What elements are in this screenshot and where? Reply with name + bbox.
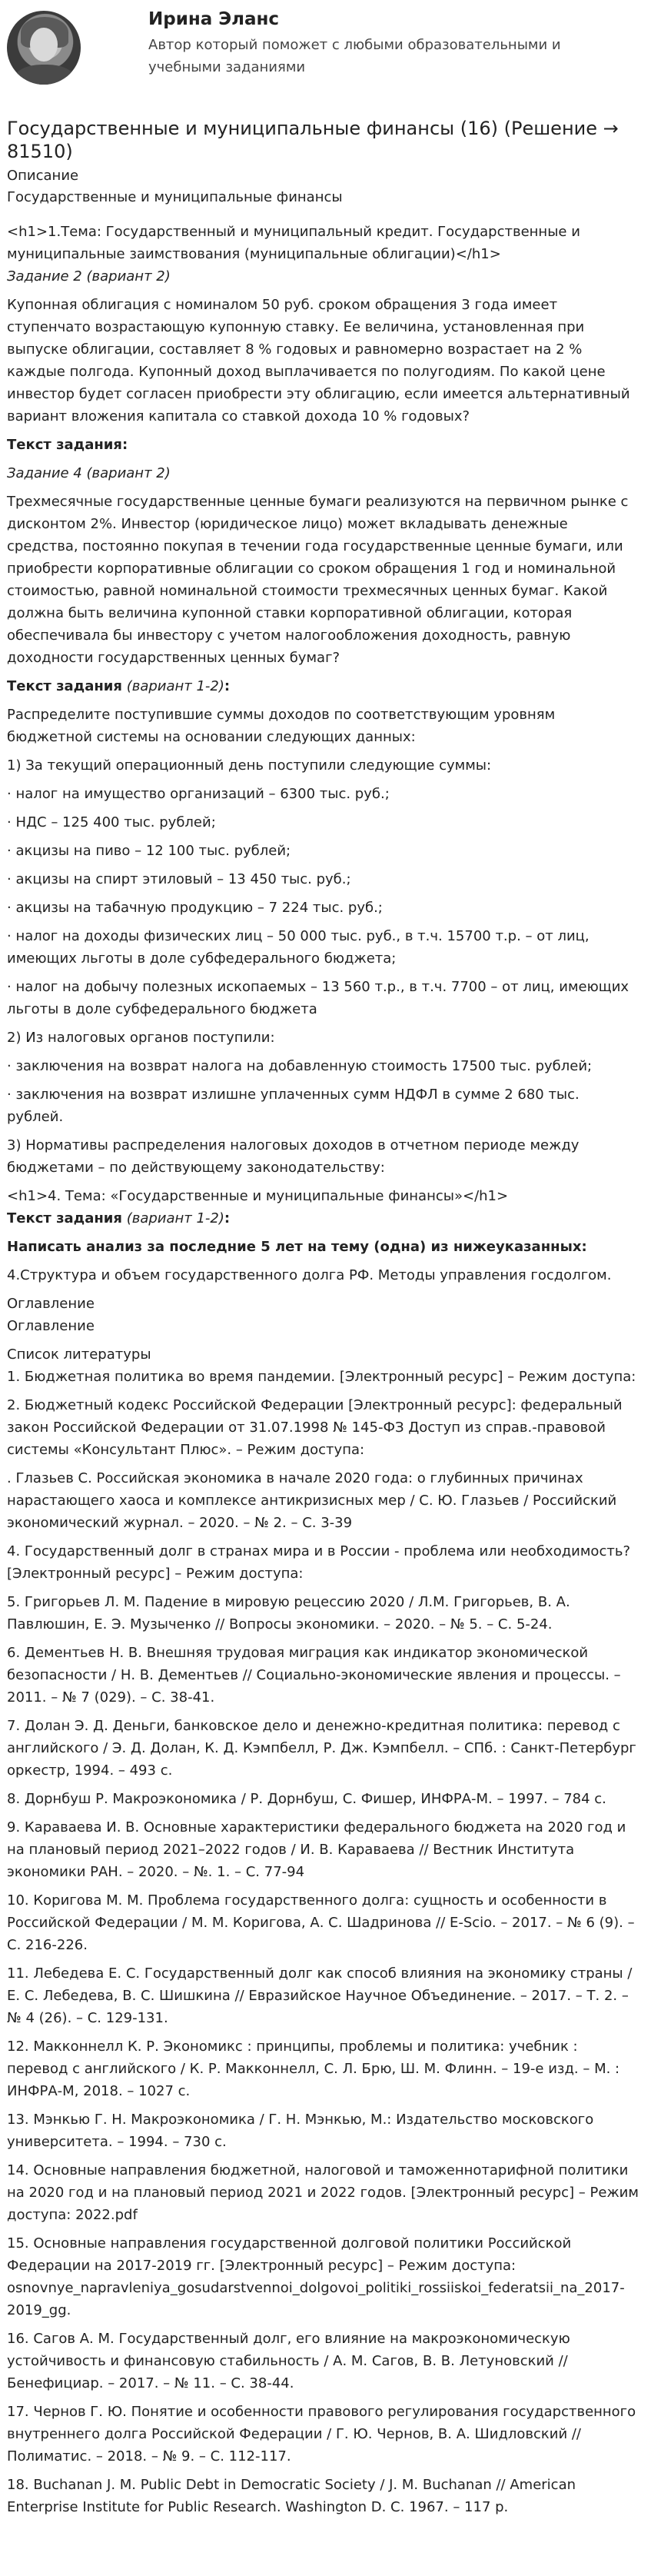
bibliography-item: 14. Основные направления бюджетной, налоговой и таможеннотарифной политики на 2020 год и на плановый период 2021 и 2022 годов. [Электронный ресурс] – Режим доступа: 2022.pdf [7,2162,639,2223]
bibliography-item: 6. Дементьев Н. В. Внешняя трудовая миграция как индикатор экономической безопасности / Н. В. Дементьев // Социально-экономические явления и процессы. – 2011. – № 7 (029). – С. 38-41. [7,1645,621,1706]
toc-label-1: Оглавление [7,1296,95,1312]
description-label: Описание [7,168,79,184]
bibliography-item: 2. Бюджетный кодекс Российской Федерации [Электронный ресурс]: федеральный закон Российской Федерации от 31.07.1998 № 145-ФЗ Доступ из справ.-правовой системы «Консультант Плюс». – Режим доступа: [7,1397,623,1458]
task-variant-colon: : [224,1210,231,1226]
task-text-heading: Текст задания: [7,437,128,453]
avatar-shoulders [15,65,75,85]
h1-topic-1: <h1>1.Тема: Государственный и муниципальный кредит. Государственные и муниципальные заимствования (муниципальные облигации)</h1> [7,224,580,262]
bibliography-item: 16. Сагов А. М. Государственный долг, его влияние на макроэкономическую устойчивость и финансовую стабильность / А. М. Сагов, В. В. Летуновский // Бенефициар. – 2017. – № 11. – С. 38-44. [7,2331,570,2391]
item1-line: · налог на имущество организаций – 6300 тыс. руб.; [7,786,390,802]
analysis-topic: 4.Структура и объем государственного долга РФ. Методы управления госдолгом. [7,1267,612,1283]
item3-text: 3) Нормативы распределения налоговых доходов в отчетном периоде между бюджетами – по действующему законодательству: [7,1137,580,1176]
author-description: Автор который поможет с любыми образовательными и учебными заданиями [148,37,561,75]
author-info [148,8,579,78]
item1-line: · акцизы на табачную продукцию – 7 224 тыс. руб.; [7,900,383,916]
bibliography-item: 7. Долан Э. Д. Деньги, банковское дело и денежно-кредитная политика: перевод с английского / Э. Д. Долан, К. Д. Кэмпбелл, Р. Дж. Кэмпбелл. – СПб. : Санкт-Петербург оркестр, 1994. – 493 с. [7,1718,636,1779]
bibliography-item: 8. Дорнбуш Р. Макроэкономика / Р. Дорнбуш, С. Фишер, ИНФРА-М. – 1997. – 784 с. [7,1791,606,1807]
task4-heading-text: Задание 4 (вариант 2) [7,465,171,481]
item2-line: · заключения на возврат излишне уплаченных сумм НДФЛ в сумме 2 680 тыс. рублей. [7,1087,580,1125]
avatar-face [30,28,58,62]
task2-heading-text: Задание 2 (вариант 2) [7,268,171,285]
task2-heading [7,265,639,288]
task-variant-colon: : [224,678,231,694]
task-variant-bold: Текст задания [7,678,122,694]
bibliography-item: 17. Чернов Г. Ю. Понятие и особенности правового регулирования государственного внутреннего долга Российской Федерации / Г. Ю. Чернов, В. А. Шидловский // Полиматис. – 2018. – № 9. – С. 112-117. [7,2404,636,2465]
bibliography-item: 11. Лебедева Е. С. Государственный долг как способ влияния на экономику страны / Е. С. Лебедева, В. С. Шишкина // Евразийское Научное Объединение. – 2017. – Т. 2. – № 4 (26). – С. 129-131. [7,1965,633,2026]
bibliography-list [7,1366,639,2518]
subject: Государственные и муниципальные финансы [7,189,343,205]
item2-line: · заключения на возврат налога на добавленную стоимость 17500 тыс. рублей; [7,1058,593,1074]
item1-line: · налог на добычу полезных ископаемых – 13 560 т.р., в т.ч. 7700 – от лиц, имеющих льготы в доле субфедерального бюджета [7,979,629,1017]
bibliography-item: . Глазьев С. Российская экономика в начале 2020 года: о глубинных причинах нарастающего хаоса и комплексе антикризисных мер / С. Ю. Глазьев / Российский экономический журнал. – 2020. – № 2. – С. 3-39 [7,1470,617,1531]
item1-heading: 1) За текущий операционный день поступили следующие суммы: [7,757,492,774]
item2-heading: 2) Из налоговых органов поступили: [7,1030,275,1046]
bibliography-item: 12. Макконнелл К. Р. Экономикс : принципы, проблемы и политика: учебник : перевод с английского / К. Р. Макконнелл, С. Л. Брю, Ш. М. Флинн. – 19-е изд. – М. : ИНФРА-М, 2018. – 1027 с. [7,2039,620,2099]
task-variant-heading-2 [7,1207,639,1230]
bibliography-item: 18. Buchanan J. M. Public Debt in Democratic Society / J. M. Buchanan // American Enterprise Institute for Public Research. Washington D. C. 1967. – 117 p. [7,2477,576,2515]
avatar[interactable] [7,11,81,85]
item1-line: · акцизы на пиво – 12 100 тыс. рублей; [7,843,291,859]
h1-topic-4: <h1>4. Тема: «Государственные и муниципальные финансы»</h1> [7,1188,509,1204]
task-variant-italic: (вариант 1-2) [121,1210,224,1226]
task-variant-italic: (вариант 1-2) [121,678,224,694]
analysis-heading: Написать анализ за последние 5 лет на тему (одна) из нижеуказанных: [7,1239,587,1255]
task4-heading [7,462,639,484]
item1-line: · НДС – 125 400 тыс. рублей; [7,814,216,830]
bibliography-heading: Список литературы [7,1346,151,1363]
bibliography-item: 4. Государственный долг в странах мира и в России - проблема или необходимость? [Электронный ресурс] – Режим доступа: [7,1543,630,1582]
distribution-intro: Распределите поступившие суммы доходов по соответствующим уровням бюджетной системы на основании следующих данных: [7,707,556,745]
bibliography-item: 5. Григорьев Л. М. Падение в мировую рецессию 2020 / Л.М. Григорьев, В. А. Павлюшин, Е. Э. Музыченко // Вопросы экономики. – 2020. – № 5. – С. 5-24. [7,1594,570,1632]
task4-text: Трехмесячные государственные ценные бумаги реализуются на первичном рынке с дисконтом 2%. Инвестор (юридическое лицо) может вкладывать денежные средства, постоянно покупая в течении года государственные ценные бумаги, или приобрести корпоративные облигации со сроком обращения 1 год и номинальной стоимостью, равной номинальной стоимости трехмесячных ценных бумаг. Какой должна быть величина купонной ставки корпоративной облигации, которая обеспечивала бы инвестору с учетом налогообложения доходность, равную доходности государственных ценных бумаг? [7,494,629,666]
bibliography-item: 15. Основные направления государственной долговой политики Российской Федерации на 2017-2019 гг. [Электронный ресурс] – Режим доступа: osnovnye_napravleniya_gosudarstvennoi_dolgovoi_politiki_rossiiskoi_federatsii_na_2017-2019_gg. [7,2235,625,2318]
item1-line: · акцизы на спирт этиловый – 13 450 тыс. руб.; [7,871,351,887]
bibliography-item: 9. Караваева И. В. Основные характеристики федерального бюджета на 2020 год и на плановый период 2021–2022 годов / И. В. Караваева // Вестник Института экономики РАН. – 2020. – №. 1. – С. 77-94 [7,1819,626,1880]
task-variant-heading [7,675,639,697]
author-card [7,11,639,103]
task2-text: Купонная облигация с номиналом 50 руб. сроком обращения 3 года имеет ступенчато возрастающую купонную ставку. Ее величина, установленная при выпуске облигации, составляет 8 % годовых и равномерно возрастает на 2 % каждые полгода. Купонный доход выплачивается по полугодиям. По какой цене инвестор будет согласен приобрести эту облигацию, если имеется альтернативный вариант вложения капитала со ставкой дохода 10 % годовых? [7,297,630,424]
bibliography-item: 10. Коригова М. М. Проблема государственного долга: сущность и особенности в Российской Федерации / М. М. Коригова, А. С. Шадринова // E-Scio. – 2017. – № 6 (9). – С. 216-226. [7,1892,635,1953]
task-variant-bold: Текст задания [7,1210,122,1226]
item1-line: · налог на доходы физических лиц – 50 000 тыс. руб., в т.ч. 15700 т.р. – от лиц, имеющих льготы в доле субфедерального бюджета; [7,928,590,967]
toc-label-2: Оглавление [7,1318,95,1334]
page-title: Государственные и муниципальные финансы (16) (Решение → 81510) [7,118,619,162]
author-name[interactable]: Ирина Эланс [148,9,280,29]
bibliography-item: 1. Бюджетная политика во время пандемии. [Электронный ресурс] – Режим доступа: [7,1369,636,1385]
bibliography-item: 13. Мэнкью Г. Н. Макроэкономика / Г. Н. Мэнкью, М.: Издательство московского университета. – 1994. – 730 с. [7,2112,594,2150]
